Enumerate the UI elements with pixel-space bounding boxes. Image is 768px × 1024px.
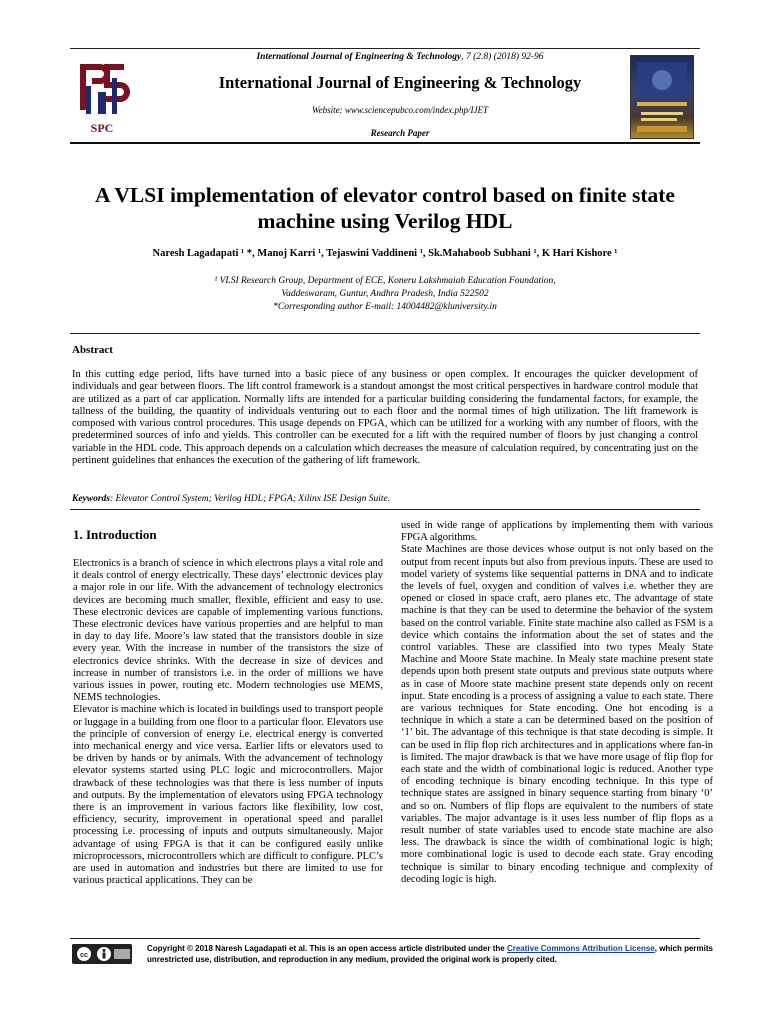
- footer-rule: [70, 938, 700, 939]
- journal-title: International Journal of Engineering & Technology: [218, 73, 582, 92]
- copyright-text-end: , which permits unrestricted use, distribution, and reproduction in any medium, provided the original work is properly cited.: [147, 944, 713, 964]
- paper-title: [60, 182, 710, 234]
- affiliation-line-2: Vaddeswaram, Guntur, Andhra Pradesh, India 522502: [281, 289, 489, 299]
- keywords-label: Keywords: [72, 494, 110, 504]
- copyright-notice: [147, 943, 713, 965]
- intro-paragraph-4: State Machines are those devices whose output is not only based on the output from recent inputs but also from previous inputs. These are used to model variety of systems like sequential patterns in DNA and to indicate the levels of fuel, oxygen and condition of valves i.e. whether they are opened or closed in space craft, aero planes etc. The advantage of state machine is that they can be used to determine the behavior of the system based on the control variable. Finite state machine also called as FSM is a device which contains the information about the set of states and the control variables. These are classified into two types Mealy State Machine and Moore State machine. In Mealy state machine present state depends upon both present state outputs and previous state outputs where as in case of Moore state machine present state depends only on recent input. State encoding is a process of assigning a value to each state. There are various techniques for State encoding. One hot encoding is a technique in which a state a can be determined based on the position of ‘1’ bit. The advantage of this technique is that state decoding is simple. It can be used in flip flop rich architectures and in applications where fan-in is limited. The major drawback is that we have more usage of flip flop for each state and the width of combinational logic is reduced. Another type of encoding technique is binary encoding technique. In this type of technique states are assigned in binary sequence starting from binary ‘0’ and so on. Numbers of flip flops are equivalent to the numbers of state variables. The major advantage is it uses less number of flip flops as a result number of state variables used to encode state machine are also less. The drawback is since the width of combinational logic is high; more combinational logic is used to decode each state. Gray encoding technique is similar to binary encoding technique and complexity of decoding logic is high.: [401, 544, 713, 885]
- logo-text: SPC: [90, 121, 114, 135]
- paper-type-label: Research Paper: [370, 128, 430, 138]
- intro-paragraph-1: Electronics is a branch of science in which electrons plays a vital role and it deals control of energy electrically. These days’ electronic devices play a major role in our life. With the advancement of technology electronics devices are becoming much smaller, flexible, efficient and easy to use. These electronic devices are capable of implementing various functions. These electronic devices have various properties and are helpful to man in day to day life. Moore’s law stated that the transistors double in size every year. With the increase in number of the transistors the size of electronics device shrinks. With the decrease in size of devices and increase in number of transistors i.e. in the order of millions we have various issues in power, routing etc. Modern technologies use MEMS, NEMS technologies.: [73, 558, 383, 704]
- right-column: [401, 520, 713, 886]
- intro-paragraph-3: used in wide range of applications by implementing them with various FPGA algorithms.: [401, 520, 713, 544]
- abstract-bottom-rule: [70, 509, 700, 510]
- journal-cover-image: [630, 55, 694, 139]
- corresponding-author: *Corresponding author E-mail: 14004482@kluniversity.in: [273, 302, 497, 312]
- intro-paragraph-2: Elevator is machine which is located in buildings used to transport people or luggage in a building from one floor to a particular floor. Elevators use the principle of conversion of energy i.e. electrical energy is converted into mechanical energy and vice versa. Earlier lifts or elevators used to be driven by hands or by animals. With the advancement of technology elevator systems started using PLC logic and microcontrollers. Major drawback of these technologies was that there is less number of inputs and outputs. By the implementation of elevators using FPGA technology there is an improvement in various factors like flexibility, low cost, efficiency, security, improvement in operational speed and parallel processing i.e. processing of inputs and outputs simultaneously. Major advantage of using FPGA is that it can be configured easily unlike microprocessors, microcontrollers which are difficult to configure. PLC’s are used in automation and industries but there are limited to use for various practical applications. They can be: [73, 704, 383, 887]
- abstract-text: In this cutting edge period, lifts have turned into a basic piece of any business or open complex. It encourages the quicker development of individuals and gear between floors. The lift control framework is a standout amongst the most critical perspectives in hardware control module that are utilized as a part of car application. Normally lifts are intended for a particular building considering the fundamental factors, for example, the tallness of the building, the quantity of individuals venturing out to each floor and the normal times of high utilization. The lift framework is composed with various control procedures. This usage depends on FPGA, which can be utilized for a working with any number of floors, with the predetermined sources of info and yields. This controller can be executed for a lift with the required number of floors by just changing a control variable in the HDL code. This approach depends on a calculation which decreases the measure of calculation required, by concentrating just on the pertinent guidelines that enhances the execution of the gathering of lift framework.: [72, 369, 698, 467]
- left-column: [73, 558, 383, 887]
- spc-logo: [72, 56, 132, 136]
- author-list: Naresh Lagadapati ¹ *, Manoj Karri ¹, Tejaswini Vaddineni ¹, Sk.Mahaboob Subhani ¹, K Hari Kishore ¹: [152, 248, 618, 259]
- header-bottom-rule: [70, 142, 700, 144]
- citation-line: [120, 52, 680, 62]
- copyright-text-start: Copyright © 2018 Naresh Lagadapati et al. This is an open access article distributed under the: [147, 944, 507, 953]
- abstract-heading: Abstract: [72, 344, 113, 356]
- journal-website: Website: www.sciencepubco.com/index.php/IJET: [312, 105, 488, 115]
- header-top-rule: [70, 48, 700, 49]
- creative-commons-icon: [72, 944, 132, 964]
- keywords-line: [72, 494, 698, 504]
- title-line-1: A VLSI implementation of elevator control based on finite state: [95, 183, 675, 207]
- citation-journal: International Journal of Engineering & Technology: [256, 52, 462, 62]
- cover-graphic-icon: [631, 56, 693, 138]
- keywords-values: : Elevator Control System; Verilog HDL; FPGA; Xilinx ISE Design Suite.: [110, 494, 391, 504]
- affiliation: [120, 275, 650, 314]
- citation-ref: , 7 (2.8) (2018) 92-96: [461, 52, 544, 62]
- license-link[interactable]: Creative Commons Attribution License: [506, 944, 655, 953]
- affiliation-line-1: ¹ VLSI Research Group, Department of ECE, Koneru Lakshmaiah Education Foundation,: [214, 276, 556, 286]
- abstract-top-rule: [70, 333, 700, 334]
- section-heading-introduction: 1. Introduction: [73, 527, 157, 542]
- svg-text:cc: cc: [80, 952, 88, 959]
- title-line-2: machine using Verilog HDL: [257, 209, 513, 233]
